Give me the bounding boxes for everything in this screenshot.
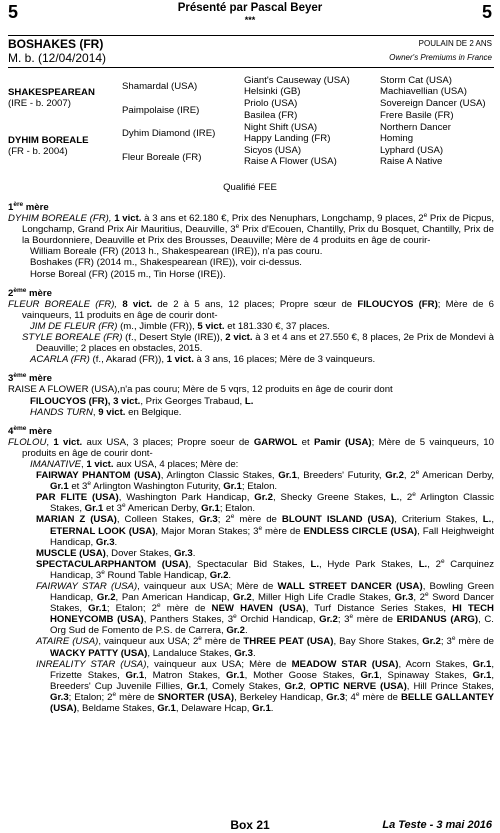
presenter-line: Présenté par Pascal Beyer — [177, 2, 323, 14]
pedigree-g2: Giant's Causeway (USA) — [244, 75, 350, 86]
pedigree-g2: Helsinki (GB) — [244, 86, 301, 97]
pedigree-g3: Machiavellian (USA) — [380, 86, 467, 97]
produce-line: INREALITY STAR (USA), vainqueur aux USA; Mère de MEADOW STAR (USA), Acorn Stakes, Gr.1, Frizette Stakes, Gr.1, Matron Stakes, Gr.1, Mother Goose Stakes, Gr.1, Spinaway Stakes, Gr.1, Breeders' Cup Juvenile Fillies, Gr.1, Comely Stakes, Gr.2, OPTIC NERVE (USA), Hill Prince Stakes, Gr.3; Etalon; 2e mère de SNORTER (USA), Berkeley Handicap, Gr.3; 4e mère de BELLE GALLANTEY (USA), Beldame Stakes, Gr.1, Delaware Hcap, Gr.1. — [36, 658, 495, 715]
pedigree-g3: Storm Cat (USA) — [380, 75, 452, 86]
box-number-right: 5 — [481, 2, 492, 22]
dam-1-record: DYHIM BOREALE (FR), 1 vict. à 3 ans et 62.180 €, Prix des Nenuphars, Longchamp, 9 places, 2e Prix de Picpus, Longchamp, Grand Prix Air Mauritius, Deauville, 3e Prix d'Ecouen, Chantilly, Prix du Bosquet, Chantilly, Prix de la Bourdonniere, Deauville et Prix des Brousses, Deauville; Mère de 4 produits en âge de courir- — [8, 211, 494, 247]
produce-line: PAR FLITE (USA), Washington Park Handicap, Gr.2, Shecky Greene Stakes, L., 2e Arlington Classic Stakes, Gr.1 et 3e American Derby, Gr.1; Etalon. — [36, 491, 494, 515]
pedigree-g3: Northern Dancer — [380, 122, 451, 133]
header-rule — [8, 35, 494, 36]
pedigree-g3: Homing — [380, 133, 414, 144]
footer-box-number: Box 21 — [230, 818, 270, 832]
sire-detail: (IRE - b. 2007) — [8, 98, 71, 109]
pedigree-g2: Raise A Flower (USA) — [244, 156, 337, 167]
sire-name: SHAKESPEAREAN — [8, 87, 95, 98]
produce-line: MARIAN Z (USA), Colleen Stakes, Gr.3; 2e mère de BLOUNT ISLAND (USA), Criterium Stakes, L., ETERNAL LOOK (USA), Major Moran Stakes; 3e mère de ENDLESS CIRCLE (USA), Fall Heighweight Handicap, Gr.3. — [36, 513, 494, 548]
produce-line: FAIRWAY PHANTOM (USA), Arlington Classic Stakes, Gr.1, Breeders' Futurity, Gr.2, 2e American Derby, Gr.1 et 3e Arlington Washington Futurity, Gr.1; Etalon. — [36, 468, 495, 493]
produce-line: SPECTACULARPHANTOM (USA), Spectacular Bid Stakes, L., Hyde Park Stakes, L., 2e Carquinez Handicap, 3e Round Table Handicap, Gr.2. — [36, 557, 495, 581]
pedigree-g1: Fleur Boreale (FR) — [122, 152, 202, 163]
dam-name: DYHIM BOREALE — [8, 135, 89, 146]
pedigree-g2: Night Shift (USA) — [244, 122, 318, 133]
pedigree-g2: Basilea (FR) — [244, 110, 298, 121]
pedigree-g3: Lyphard (USA) — [380, 145, 444, 156]
produce-line: Boshakes (FR) (2014 m., Shakespearean (IRE)), voir ci-dessus. — [30, 257, 302, 269]
horse-description: M. b. (12/04/2014) — [8, 51, 107, 65]
pedigree-g1: Dyhim Diamond (IRE) — [122, 128, 216, 139]
qualified-fee: Qualifié FEE — [223, 182, 277, 193]
owner-premiums: Owner's Premiums in France — [389, 53, 492, 62]
pedigree-rule — [8, 67, 494, 68]
produce-line: MUSCLE (USA), Dover Stakes, Gr.3. — [36, 547, 196, 559]
dam-2-record: FLEUR BOREALE (FR), 8 vict. de 2 à 5 ans, 12 places; Propre sœur de FILOUCYOS (FR); Mère de 6 vainqueurs, 11 produits en âge de courir dont- — [8, 298, 495, 321]
pedigree-g2: Sicyos (USA) — [244, 145, 302, 156]
produce-line: HANDS TURN, 9 vict. en Belgique. — [30, 406, 182, 418]
produce-line: William Boreale (FR) (2013 h., Shakespearean (IRE)), n'a pas couru. — [30, 246, 323, 258]
produce-line: Horse Boreal (FR) (2015 m., Tin Horse (IRE)). — [30, 268, 226, 280]
pedigree-g3: Frere Basile (FR) — [380, 110, 454, 121]
produce-line: ACARLA (FR) (f., Akarad (FR)), 1 vict. à 3 ans, 16 places; Mère de 3 vainqueurs. — [30, 354, 376, 366]
pedigree-g1: Shamardal (USA) — [122, 81, 198, 92]
produce-line: FILOUCYOS (FR), 3 vict., Prix Georges Trabaud, L. — [30, 395, 254, 407]
section-title-2: 2ème mère — [8, 286, 52, 299]
family-text — [8, 202, 494, 714]
footer-sale-date: La Teste - 3 mai 2016 — [382, 819, 492, 831]
produce-line: ATAIRE (USA), vainqueur aux USA; 2e mère de THREE PEAT (USA), Bay Shore Stakes, Gr.2; 3e mère de WACKY PATTY (USA), Landaluce Stakes, Gr.3. — [36, 635, 494, 659]
dam-3-record: RAISE A FLOWER (USA),n'a pas couru; Mère de 5 vqrs, 12 produits en âge de courir dont — [8, 384, 393, 396]
produce-line: IMANATIVE, 1 vict. aux USA, 4 places; Mère de: — [30, 458, 239, 470]
sex-age: POULAIN DE 2 ANS — [418, 39, 492, 48]
produce-line: STYLE BOREALE (FR) (f., Desert Style (IRE)), 2 vict. à 3 et 4 ans et 27.550 €, 8 places, 2e Prix de Mondevi à Deauville; 2 places en obstacles, 2015. — [22, 332, 494, 355]
dam-4-record: FLOLOU, 1 vict. aux USA, 3 places; Propre soeur de GARWOL et Pamir (USA); Mère de 5 vainqueurs, 10 produits en âge de courir dont- — [8, 436, 494, 459]
produce-line: FAIRWAY STAR (USA), vainqueur aux USA; Mère de WALL STREET DANCER (USA), Bowling Green Handicap, Gr.2, Pan American Handicap, Gr.2, Miller High Life Cradle Stakes, Gr.3, 2e Sword Dancer Stakes, Gr.1; Etalon; 2e mère de NEW HAVEN (USA), Turf Distance Series Stakes, HI TECH HONEYCOMB (USA), Panthers Stakes, 3e Orchid Handicap, Gr.2; 3e mère de ERIDANUS (ARG), C. Org Sud de Fomento de P.S. de Carrera, Gr.2. — [36, 581, 495, 637]
section-title-3: 3ème mère — [8, 372, 52, 385]
stars: *** — [244, 15, 256, 25]
dam-detail: (FR - b. 2004) — [8, 146, 68, 157]
pedigree-g2: Priolo (USA) — [244, 98, 298, 109]
box-number-left: 5 — [8, 2, 19, 22]
pedigree-g1: Paimpolaise (IRE) — [122, 105, 200, 116]
horse-name: BOSHAKES (FR) — [8, 37, 104, 51]
pedigree-g3: Sovereign Dancer (USA) — [380, 98, 486, 109]
produce-line: JIM DE FLEUR (FR) (m., Jimble (FR)), 5 vict. et 181.330 €, 37 places. — [30, 320, 330, 332]
section-title-4: 4ème mère — [8, 424, 52, 437]
pedigree-g2: Happy Landing (FR) — [244, 133, 331, 144]
pedigree-g3: Raise A Native — [380, 156, 443, 167]
section-title-1: 1ère mère — [8, 200, 49, 213]
